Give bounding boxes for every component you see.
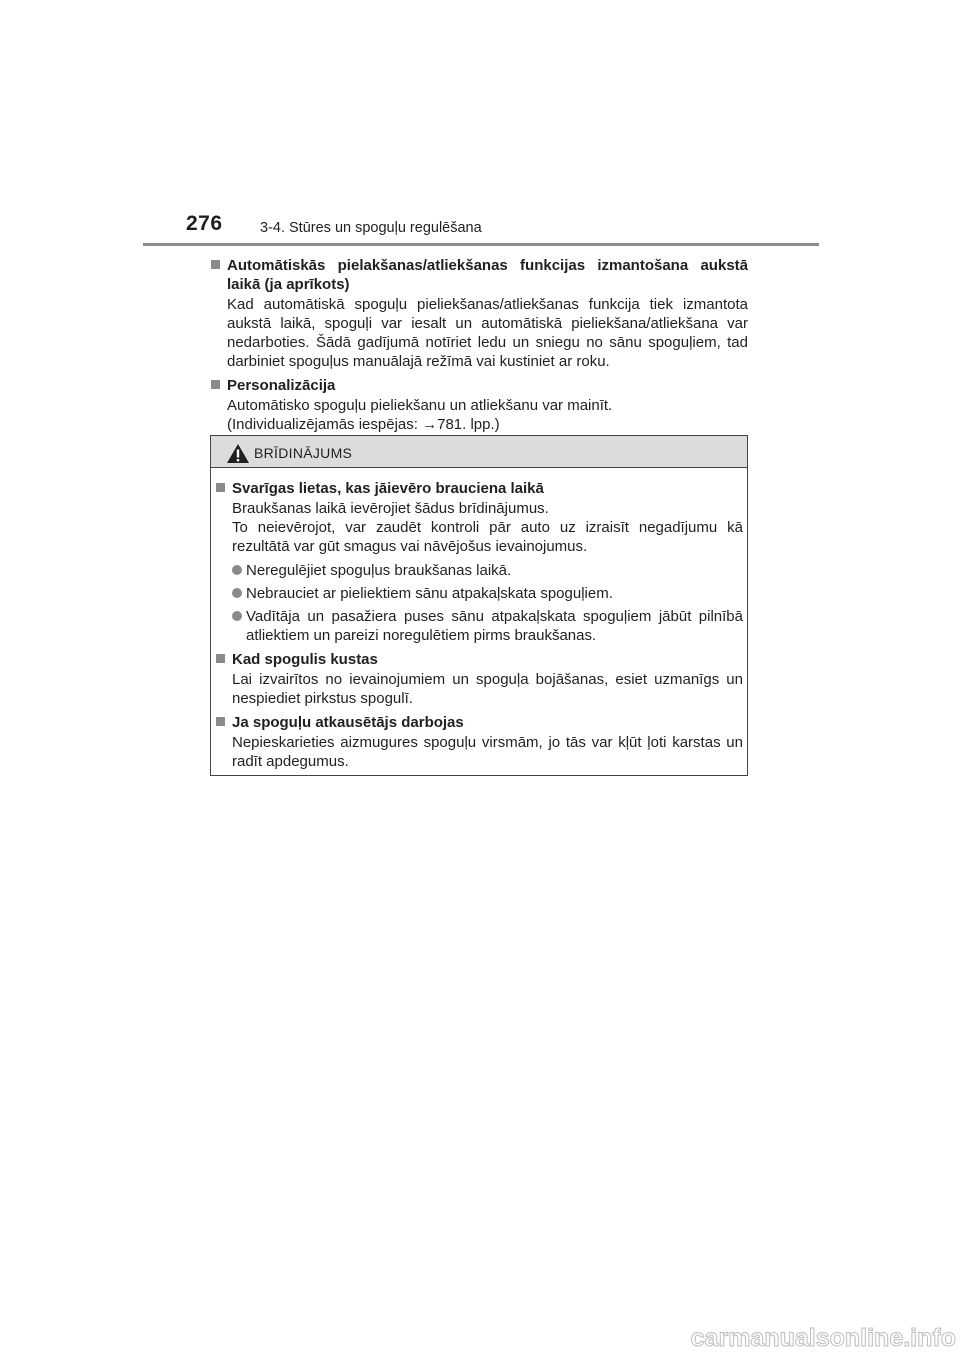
square-bullet-icon: [216, 717, 225, 726]
item-personalization: [210, 376, 748, 434]
round-bullet-icon: [232, 611, 242, 621]
header-divider: [143, 243, 819, 246]
item-body: Kad automātiskā spoguļu pieliekšanas/atliekšanas funkcija tiek izmantota aukstā laikā, spoguļi var iesalt un automātiskā pieliekšana/atliekšana var nedarboties. Šādā gadījumā notīriet ledu un sniegu no sānu spoguļiem, tad darbiniet spoguļus manuālajā režīmā vai kustiniet ar roku.: [227, 296, 748, 370]
warning-bullet: [232, 561, 743, 580]
page-number: 276: [186, 212, 223, 235]
warning-body-line: To neievērojot, var zaudēt kontroli pār auto uz izraisīt negadījumu kā rezultātā var gūt smagus vai nāvējošus ievainojumus.: [232, 519, 743, 555]
warning-bullet-text: Neregulējiet spoguļus braukšanas laikā.: [246, 562, 512, 579]
warning-triangle-icon: [226, 443, 250, 464]
round-bullet-icon: [232, 565, 242, 575]
warning-section-driving: [215, 479, 743, 645]
warning-section-body: Lai izvairītos no ievainojumiem un spoguļa bojāšanas, esiet uzmanīgs un nespiediet pirkstus spogulī.: [232, 671, 743, 707]
warning-section-heading: Ja spoguļu atkausētājs darbojas: [232, 714, 464, 731]
square-bullet-icon: [216, 654, 225, 663]
warning-section-mirror-moving: [215, 650, 743, 708]
svg-text:carmanualsonline.info: carmanualsonline.info: [690, 1324, 956, 1352]
warning-body-line: Braukšanas laikā ievērojiet šādus brīdinājumus.: [232, 500, 549, 517]
warning-title: BRĪDINĀJUMS: [254, 445, 353, 461]
warning-bullet: [232, 584, 743, 603]
warning-section-defroster: [215, 713, 743, 771]
warning-bullet: [232, 607, 743, 645]
item-body-line: (Individualizējamās iespējas: →781. lpp.): [227, 416, 500, 433]
square-bullet-icon: [211, 380, 220, 389]
warning-section-heading: Kad spogulis kustas: [232, 651, 378, 668]
warning-section-body: Nepieskarieties aizmugures spoguļu virsmām, jo tās var kļūt ļoti karstas un radīt apdegumus.: [232, 734, 743, 770]
warning-bullet-text: Vadītāja un pasažiera puses sānu atpakaļskata spoguļiem jābūt pilnībā atliektiem un pareizi noregulētiem pirms braukšanas.: [246, 608, 743, 644]
item-body: [227, 396, 748, 434]
round-bullet-icon: [232, 588, 242, 598]
watermark-logo: [638, 1320, 958, 1356]
item-auto-fold-cold-weather: [210, 256, 748, 371]
warning-header: [211, 436, 747, 468]
warning-content: [215, 479, 743, 771]
square-bullet-icon: [211, 260, 220, 269]
item-heading: Personalizācija: [227, 377, 336, 394]
square-bullet-icon: [216, 483, 225, 492]
warning-bullet-text: Nebrauciet ar pieliektiem sānu atpakaļskata spoguļiem.: [246, 585, 613, 602]
warning-bullet-list: [232, 561, 743, 645]
main-content: [210, 256, 748, 434]
warning-section-body: [232, 499, 743, 556]
item-heading: Automātiskās pielakšanas/atliekšanas funkcijas izmantošana aukstā laikā (ja aprīkots): [227, 257, 748, 293]
section-title: 3-4. Stūres un spoguļu regulēšana: [260, 220, 482, 236]
warning-section-heading: Svarīgas lietas, kas jāievēro brauciena laikā: [232, 480, 544, 497]
item-body-line: Automātisko spoguļu pieliekšanu un atliekšanu var mainīt.: [227, 397, 613, 414]
warning-box: [210, 435, 748, 776]
